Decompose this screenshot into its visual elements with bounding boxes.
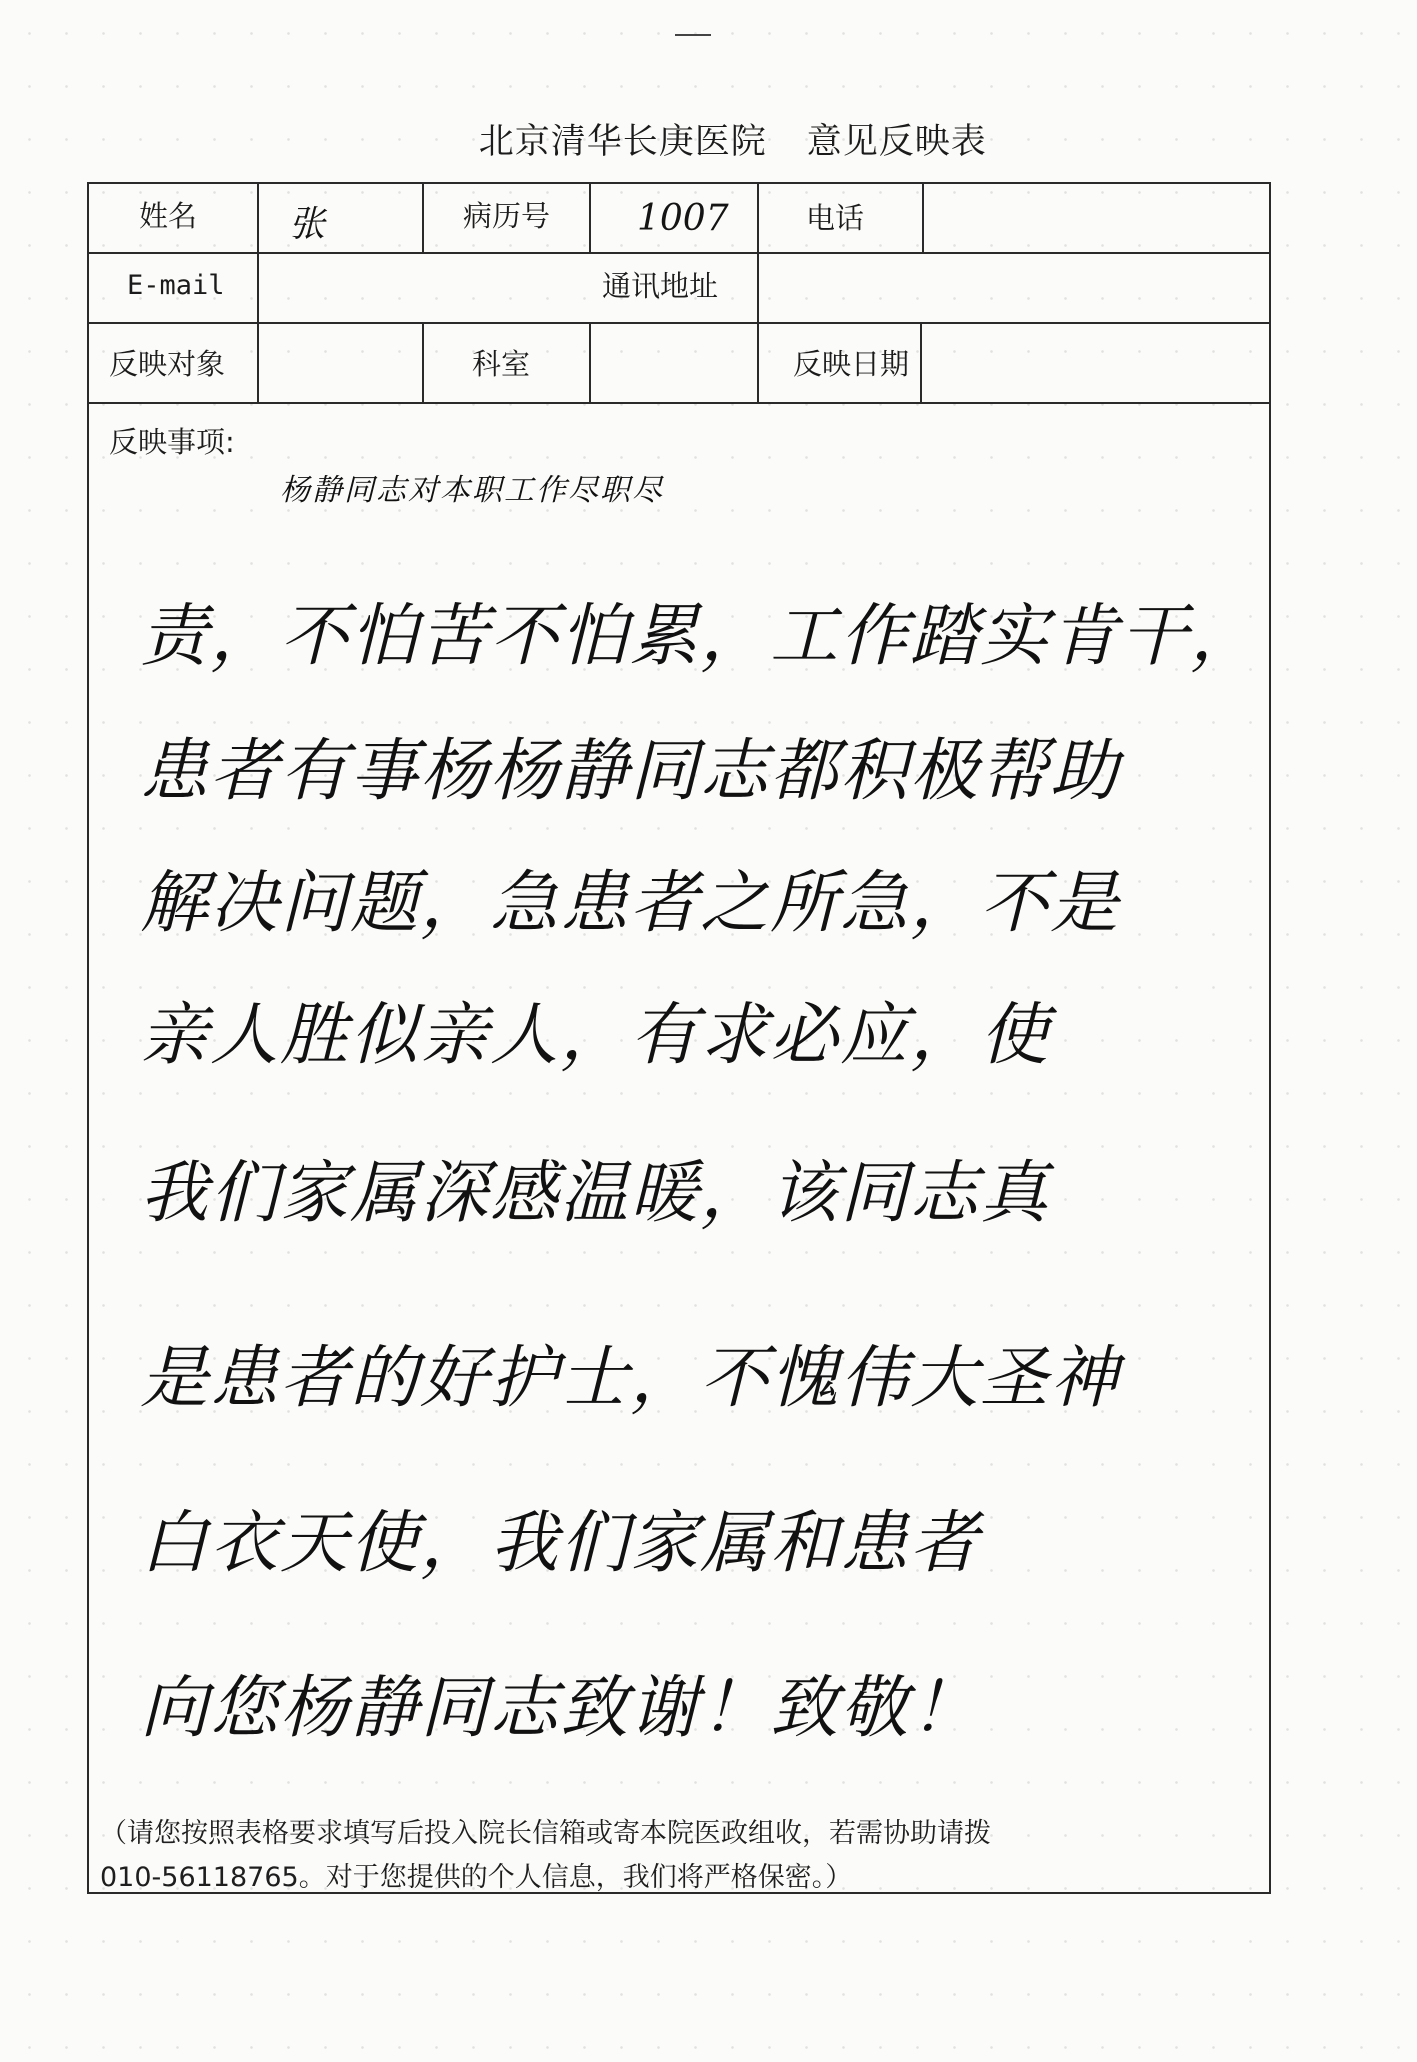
handwritten-line: 责，不怕苦不怕累，工作踏实肯干， (140, 597, 1261, 676)
name-label: 姓名 (139, 199, 198, 233)
email-label: E-mail (127, 270, 225, 301)
record-number-value: 1007 (637, 198, 729, 239)
column-divider (757, 184, 759, 402)
footer-line-2: 010-56118765。对于您提供的个人信息，我们将严格保密。） (100, 1862, 853, 1893)
handwritten-line: 白衣天使，我们家属和患者 (140, 1504, 981, 1583)
phone-label: 电话 (806, 201, 865, 235)
hospital-name: 北京清华长庚医院 (478, 122, 767, 162)
department-label: 科室 (472, 347, 531, 381)
column-divider (422, 322, 424, 402)
handwritten-line: 解决问题，急患者之所急，不是 (140, 864, 1121, 943)
handwritten-line: 向您杨静同志致谢！致敬！ (140, 1669, 981, 1748)
row-divider (89, 402, 1269, 404)
handwritten-line: 是患者的好护士，不愧伟大圣神 (140, 1339, 1121, 1418)
row-divider (89, 252, 1269, 254)
column-divider (920, 322, 922, 402)
handwritten-line: 我们家属深感温暖，该同志真 (140, 1154, 1051, 1233)
scan-mark (675, 34, 711, 36)
column-divider (589, 184, 591, 252)
date-label: 反映日期 (793, 347, 910, 381)
matter-label: 反映事项: (109, 425, 235, 459)
handwritten-line: 患者有事杨杨静同志都积极帮助 (140, 732, 1121, 811)
row-divider (89, 322, 1269, 324)
handwritten-line: 亲人胜似亲人，有求必应，使 (140, 996, 1051, 1075)
target-label: 反映对象 (109, 347, 226, 381)
handwritten-line: 杨静同志对本职工作尽职尽 (280, 473, 664, 508)
form-footer-note (100, 1812, 1260, 1900)
record-number-label: 病历号 (463, 199, 551, 233)
column-divider (922, 184, 924, 252)
column-divider (257, 184, 259, 402)
column-divider (589, 322, 591, 402)
address-label: 通讯地址 (602, 269, 719, 303)
column-divider (422, 184, 424, 252)
footer-line-1: （请您按照表格要求填写后投入院长信箱或寄本院医政组收，若需协助请拨 (100, 1818, 991, 1849)
form-title: 意见反映表 (806, 122, 987, 162)
name-value: 张 (289, 204, 326, 245)
